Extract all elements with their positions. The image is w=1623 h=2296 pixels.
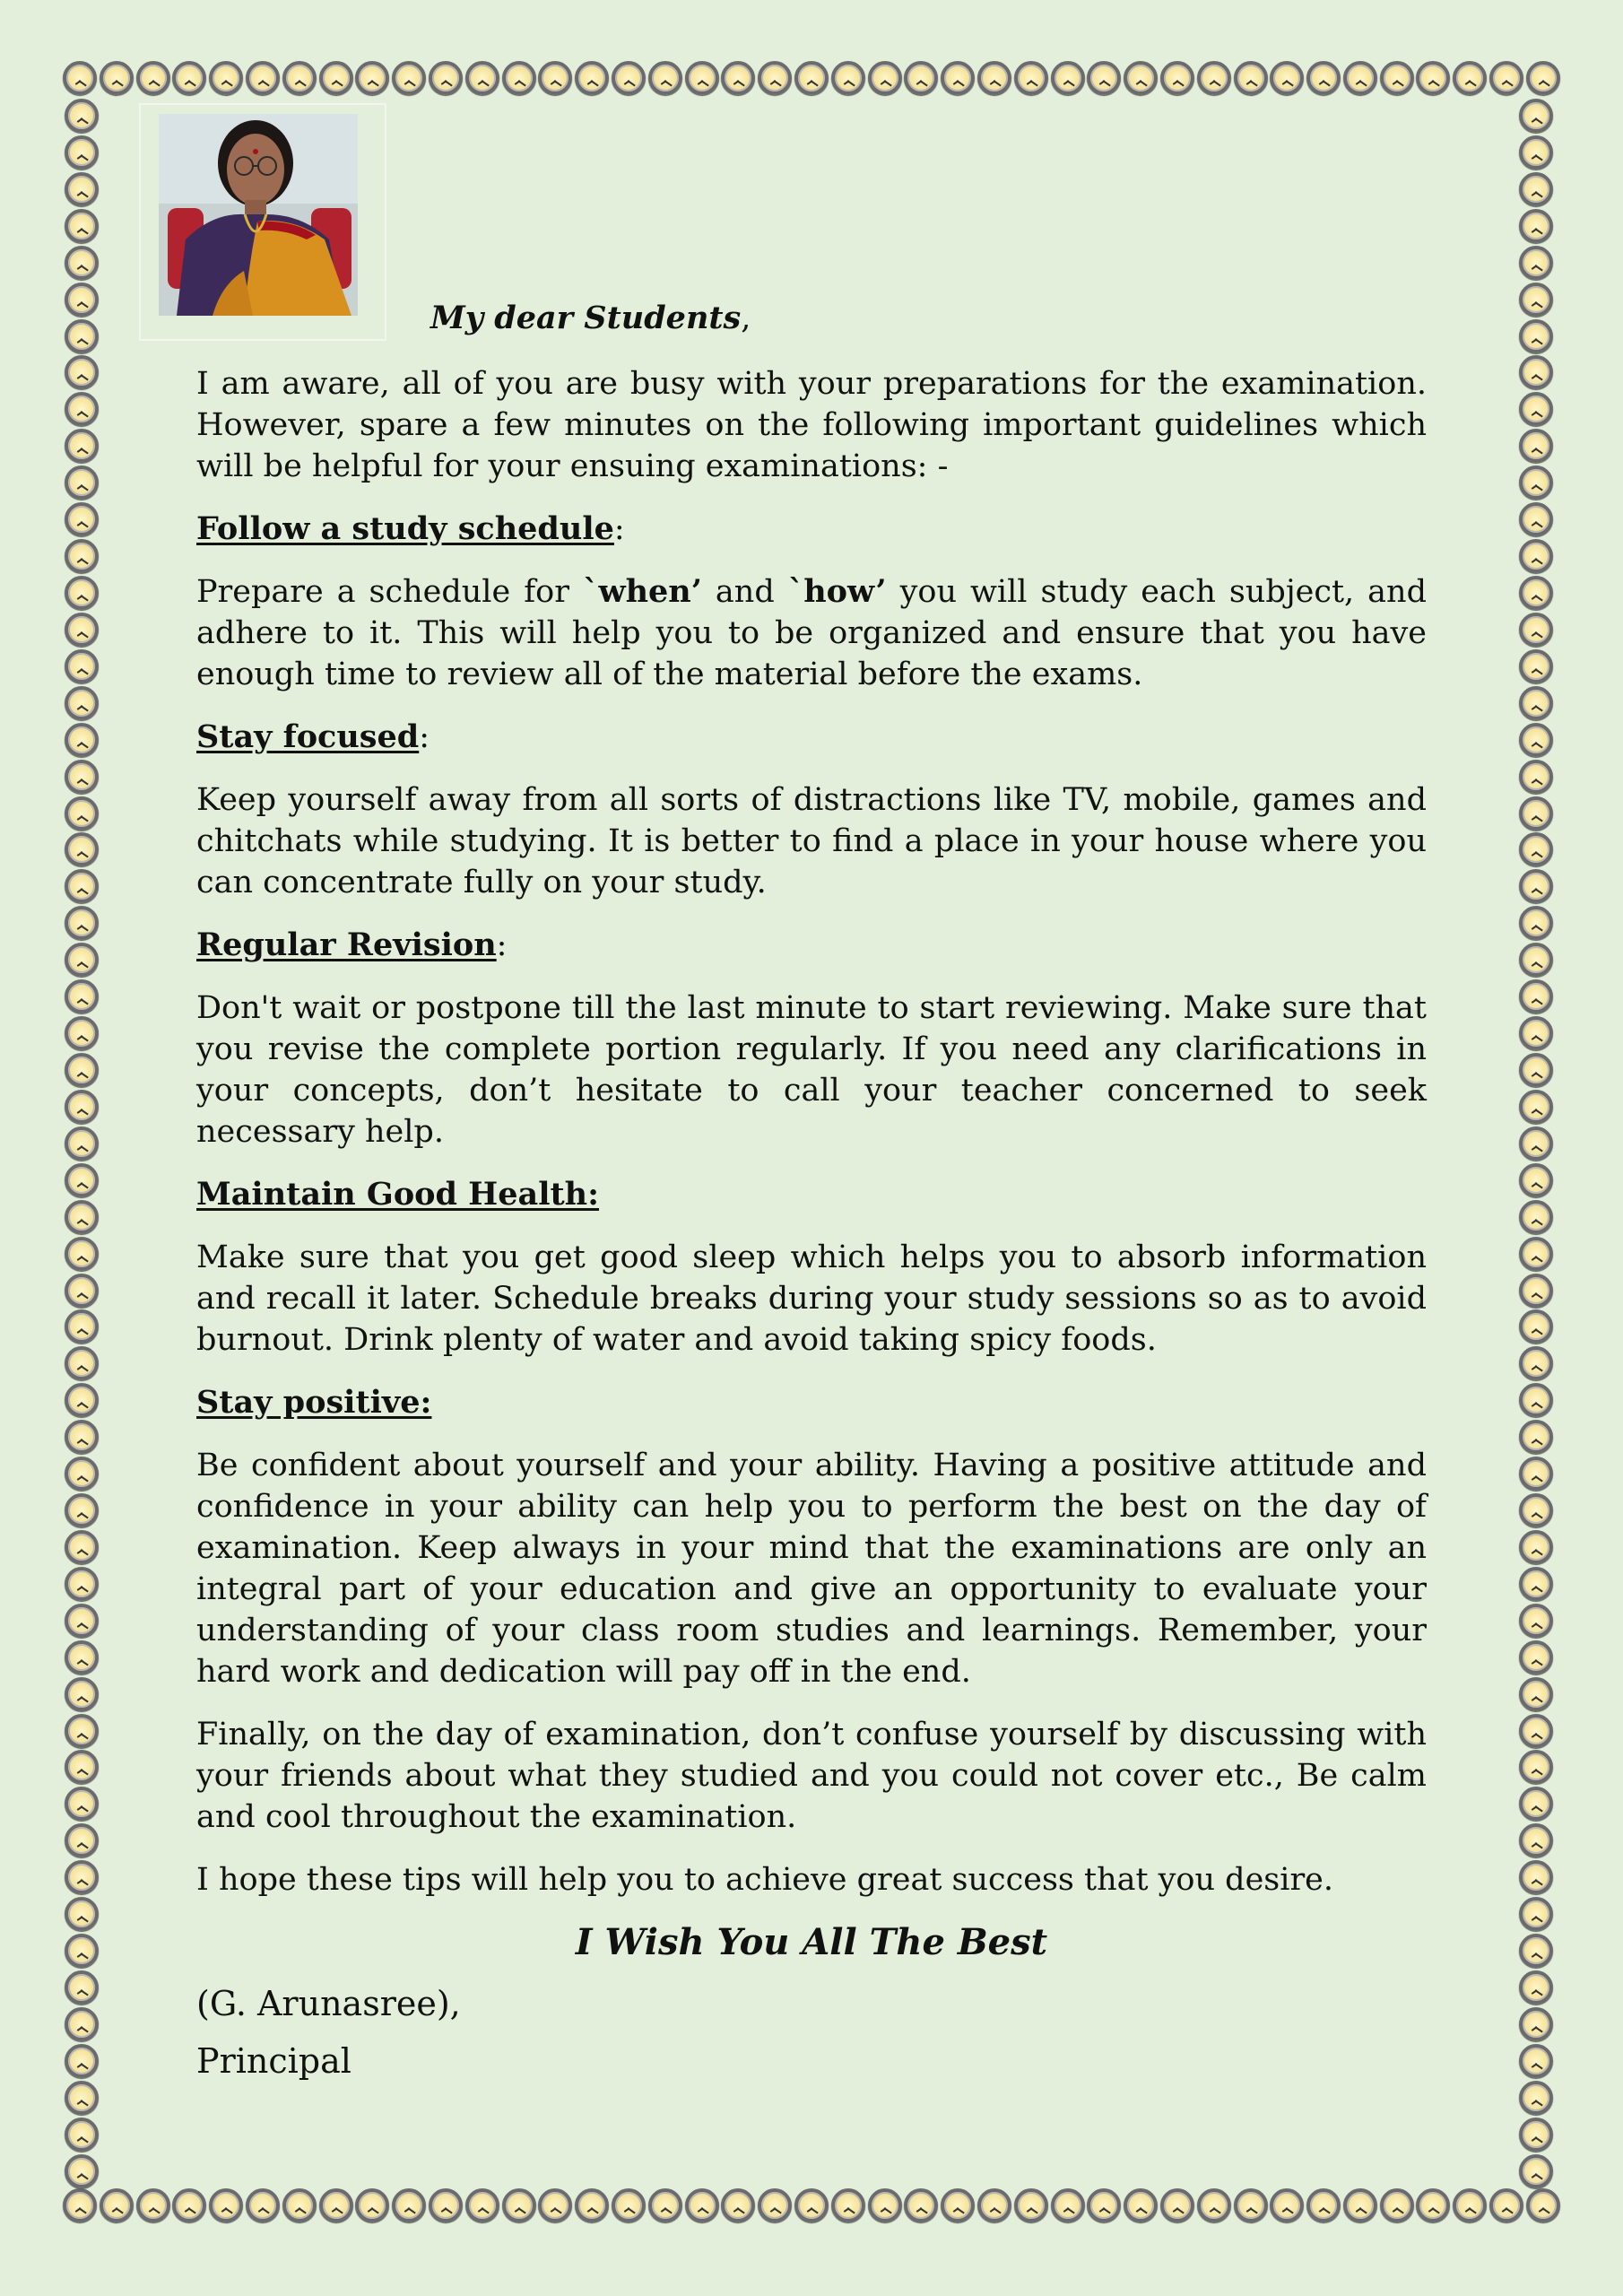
clock-icon (1014, 61, 1048, 95)
clock-icon (65, 723, 99, 757)
clock-icon (65, 2154, 99, 2188)
intro-paragraph: I am aware, all of you are busy with your preparations for the examination. However, spare a few minutes on the following important guidelines which will be helpful for your ensuing examinations: - (196, 366, 1427, 484)
clock-icon (502, 61, 536, 95)
clock-icon (1519, 1530, 1553, 1564)
clock-icon (1519, 1309, 1553, 1344)
clock-icon (794, 2188, 829, 2222)
clock-icon (65, 686, 99, 720)
clock-icon (1234, 61, 1268, 95)
clock-icon (65, 1090, 99, 1124)
clock-icon (65, 1640, 99, 1674)
clock-icon (65, 209, 99, 243)
clock-icon (1343, 61, 1377, 95)
clock-icon (65, 1126, 99, 1161)
clock-icon (136, 2188, 170, 2222)
section-paragraph-study-schedule (196, 571, 1427, 695)
clock-border-left (65, 99, 104, 2188)
clock-icon (1306, 2188, 1341, 2222)
clock-icon (941, 2188, 975, 2222)
clock-icon (1453, 2188, 1487, 2222)
emphasis-how: `how’ (787, 573, 887, 610)
clock-icon (1160, 61, 1194, 95)
section-paragraph-good-health: Make sure that you get good sleep which helps you to absorb information and recall it later. Schedule breaks during your study sessions so as to avoid burnout. Drink plenty of water and avoid taking spicy foods. (196, 1239, 1427, 1358)
clock-icon (1519, 392, 1553, 426)
clock-icon (758, 61, 792, 95)
salutation-comma: , (741, 300, 751, 336)
clock-icon (1526, 2188, 1560, 2222)
clock-icon (1519, 869, 1553, 903)
clock-icon (868, 61, 902, 95)
clock-icon (65, 1530, 99, 1564)
clock-icon (65, 760, 99, 794)
clock-icon (1087, 61, 1121, 95)
clock-icon (1519, 1970, 1553, 2005)
clock-icon (65, 1309, 99, 1344)
clock-icon (246, 61, 280, 95)
clock-icon (1519, 979, 1553, 1013)
clock-icon (65, 1860, 99, 1894)
clock-icon (65, 906, 99, 940)
clock-icon (538, 61, 572, 95)
final-paragraph: Finally, on the day of examination, don’t confuse yourself by discussing with your friends about what they studied and you could not cover etc., Be calm and cool throughout the examination. (196, 1717, 1427, 1835)
clock-icon (538, 2188, 572, 2222)
clock-icon (65, 1897, 99, 1931)
clock-border-top (63, 61, 1560, 100)
clock-icon (1051, 2188, 1085, 2222)
clock-icon (1519, 429, 1553, 463)
clock-icon (65, 1714, 99, 1748)
clock-icon (65, 649, 99, 683)
clock-icon (648, 61, 682, 95)
clock-icon (65, 2007, 99, 2041)
clock-icon (1270, 61, 1304, 95)
clock-icon (1519, 1567, 1553, 1601)
clock-icon (1519, 355, 1553, 389)
clock-icon (1519, 502, 1553, 536)
clock-icon (65, 1787, 99, 1821)
clock-icon (282, 2188, 317, 2222)
clock-icon (1519, 1163, 1553, 1197)
clock-icon (575, 2188, 609, 2222)
clock-icon (1306, 61, 1341, 95)
clock-icon (1519, 1016, 1553, 1050)
clock-icon (65, 1237, 99, 1271)
clock-icon (65, 465, 99, 500)
clock-icon (429, 61, 463, 95)
clock-icon (65, 355, 99, 389)
clock-icon (65, 135, 99, 170)
clock-icon (1519, 1274, 1553, 1308)
section-paragraph-stay-positive: Be confident about yourself and your ability. Having a positive attitude and confidence in your ability can help you to perform the best on the day of examination. Keep always in your mind that the examinations are only an integral part of your education and give an opportunity to evaluate your understanding of your class room studies and learnings. Remember, your hard work and dedication will pay off in the end. (196, 1448, 1427, 1690)
clock-icon (1519, 1383, 1553, 1417)
clock-icon (65, 1970, 99, 2005)
section-heading-study-schedule (196, 509, 1427, 550)
clock-icon (65, 869, 99, 903)
clock-icon (1519, 1640, 1553, 1674)
clock-icon (1380, 2188, 1414, 2222)
clock-icon (65, 796, 99, 831)
clock-icon (1234, 2188, 1268, 2222)
clock-icon (1416, 61, 1450, 95)
clock-icon (65, 283, 99, 317)
clock-icon (1519, 319, 1553, 353)
clock-icon (612, 61, 646, 95)
clock-icon (1519, 1714, 1553, 1748)
clock-icon (1380, 61, 1414, 95)
clock-icon (1519, 1787, 1553, 1821)
clock-icon (758, 2188, 792, 2222)
clock-icon (65, 502, 99, 536)
clock-icon (65, 2118, 99, 2152)
clock-icon (65, 613, 99, 647)
paragraph-text: and (701, 574, 788, 610)
clock-icon (1519, 172, 1553, 206)
signatory-title: Principal (196, 2041, 352, 2081)
signatory-name: (G. Arunasree), (196, 1984, 461, 2023)
clock-icon (1526, 61, 1560, 95)
clock-icon (1519, 246, 1553, 280)
clock-icon (136, 61, 170, 95)
clock-icon (65, 429, 99, 463)
clock-icon (1124, 61, 1158, 95)
clock-icon (65, 319, 99, 353)
clock-icon (685, 2188, 719, 2222)
clock-icon (1519, 1126, 1553, 1161)
section-heading-text: Stay positive: (196, 1384, 432, 1421)
section-heading-suffix: : (419, 719, 430, 755)
clock-icon (1519, 943, 1553, 977)
clock-icon (63, 61, 97, 95)
clock-icon (282, 61, 317, 95)
clock-icon (355, 61, 389, 95)
clock-icon (1519, 2044, 1553, 2078)
clock-icon (1519, 1493, 1553, 1527)
section-heading-good-health (196, 1174, 1427, 1215)
section-heading-text: Follow a study schedule (196, 510, 614, 547)
principal-portrait-illustration (159, 114, 358, 316)
clock-icon (1519, 135, 1553, 170)
letter-body (196, 300, 1427, 2098)
clock-icon (1519, 1604, 1553, 1638)
clock-icon (355, 2188, 389, 2222)
clock-icon (868, 2188, 902, 2222)
clock-icon (1519, 613, 1553, 647)
clock-icon (1519, 649, 1553, 683)
clock-icon (1519, 1090, 1553, 1124)
clock-icon (977, 61, 1011, 95)
clock-icon (575, 61, 609, 95)
principal-photo (159, 114, 358, 316)
clock-icon (65, 1750, 99, 1784)
clock-icon (1519, 1860, 1553, 1894)
section-heading-text: Stay focused (196, 718, 420, 755)
clock-icon (65, 1493, 99, 1527)
clock-icon (721, 2188, 755, 2222)
clock-icon (502, 2188, 536, 2222)
clock-icon (65, 1567, 99, 1601)
clock-icon (1519, 539, 1553, 573)
clock-icon (904, 2188, 938, 2222)
clock-icon (65, 832, 99, 866)
clock-icon (1519, 1200, 1553, 1234)
clock-icon (1519, 2081, 1553, 2115)
clock-icon (63, 2188, 97, 2222)
clock-icon (65, 576, 99, 610)
clock-icon (465, 2188, 499, 2222)
clock-icon (941, 61, 975, 95)
clock-icon (65, 392, 99, 426)
clock-icon (209, 61, 243, 95)
clock-icon (904, 61, 938, 95)
clock-icon (100, 61, 134, 95)
clock-border-right (1519, 99, 1558, 2188)
clock-icon (831, 61, 865, 95)
section-heading-stay-positive (196, 1382, 1427, 1423)
clock-icon (392, 2188, 426, 2222)
clock-icon (685, 61, 719, 95)
clock-icon (648, 2188, 682, 2222)
clock-icon (1519, 1897, 1553, 1931)
clock-icon (65, 1163, 99, 1197)
emphasis-when: `when’ (582, 573, 702, 610)
clock-icon (1124, 2188, 1158, 2222)
clock-icon (1519, 1934, 1553, 1968)
clock-icon (65, 2044, 99, 2078)
clock-icon (319, 61, 353, 95)
clock-icon (1519, 1750, 1553, 1784)
clock-icon (65, 1053, 99, 1087)
section-paragraph-stay-focused: Keep yourself away from all sorts of distractions like TV, mobile, games and chitchats while studying. It is better to find a place in your house where you can concentrate fully on your study. (196, 782, 1427, 900)
clock-icon (392, 61, 426, 95)
clock-icon (1519, 1420, 1553, 1454)
clock-icon (65, 1274, 99, 1308)
clock-icon (172, 2188, 206, 2222)
clock-icon (1087, 2188, 1121, 2222)
clock-icon (1519, 686, 1553, 720)
clock-icon (831, 2188, 865, 2222)
clock-icon (1160, 2188, 1194, 2222)
clock-icon (209, 2188, 243, 2222)
clock-icon (65, 2081, 99, 2115)
clock-icon (1416, 2188, 1450, 2222)
clock-icon (65, 1604, 99, 1638)
clock-icon (65, 943, 99, 977)
clock-icon (1014, 2188, 1048, 2222)
clock-icon (65, 1934, 99, 1968)
clock-icon (721, 61, 755, 95)
clock-icon (65, 99, 99, 133)
clock-icon (1519, 283, 1553, 317)
clock-icon (612, 2188, 646, 2222)
clock-icon (794, 61, 829, 95)
paragraph-text: Prepare a schedule for (196, 574, 583, 610)
clock-icon (1519, 760, 1553, 794)
clock-icon (1519, 906, 1553, 940)
clock-icon (65, 1346, 99, 1380)
clock-icon (1519, 2154, 1553, 2188)
clock-icon (1489, 2188, 1523, 2222)
clock-icon (172, 61, 206, 95)
clock-icon (319, 2188, 353, 2222)
section-heading-suffix: : (613, 511, 625, 547)
section-heading-suffix: : (496, 927, 508, 963)
clock-icon (65, 1420, 99, 1454)
clock-icon (1519, 1053, 1553, 1087)
clock-icon (65, 246, 99, 280)
clock-icon (65, 1823, 99, 1857)
section-heading-regular-revision (196, 925, 1427, 966)
clock-icon (1519, 465, 1553, 500)
clock-icon (1519, 99, 1553, 133)
paragraph-text: you will study each subject, and adhere to it. This will help you to be organized and ensure that you have enough time to review all of the material before the exams. (196, 574, 1427, 692)
clock-icon (1270, 2188, 1304, 2222)
clock-icon (1519, 209, 1553, 243)
clock-icon (65, 1383, 99, 1417)
section-heading-text: Maintain Good Health: (196, 1176, 600, 1213)
closing-wish: I Wish You All The Best (575, 1921, 1048, 1963)
clock-icon (65, 172, 99, 206)
clock-icon (1519, 1457, 1553, 1491)
clock-icon (465, 61, 499, 95)
section-paragraph-regular-revision: Don't wait or postpone till the last minute to start reviewing. Make sure that you revise the complete portion regularly. If you need any clarifications in your concepts, don’t hesitate to call your teacher concerned to seek necessary help. (196, 990, 1427, 1150)
clock-icon (977, 2188, 1011, 2222)
clock-icon (1519, 1823, 1553, 1857)
clock-icon (1519, 723, 1553, 757)
clock-icon (1519, 1237, 1553, 1271)
section-heading-text: Regular Revision (196, 926, 497, 963)
clock-icon (1519, 576, 1553, 610)
hope-paragraph: I hope these tips will help you to achieve great success that you desire. (196, 1862, 1334, 1898)
clock-icon (246, 2188, 280, 2222)
clock-icon (1343, 2188, 1377, 2222)
clock-icon (1453, 61, 1487, 95)
clock-icon (1519, 832, 1553, 866)
clock-icon (65, 979, 99, 1013)
clock-icon (1197, 61, 1231, 95)
clock-border-bottom (63, 2188, 1560, 2228)
section-heading-stay-focused (196, 717, 1427, 758)
clock-icon (65, 1677, 99, 1711)
clock-icon (1519, 1677, 1553, 1711)
clock-icon (65, 539, 99, 573)
clock-icon (1519, 2007, 1553, 2041)
clock-icon (65, 1200, 99, 1234)
clock-icon (1519, 796, 1553, 831)
clock-icon (100, 2188, 134, 2222)
clock-icon (1489, 61, 1523, 95)
clock-icon (1051, 61, 1085, 95)
clock-icon (65, 1016, 99, 1050)
salutation-text: My dear Students (430, 300, 742, 336)
clock-icon (1519, 2118, 1553, 2152)
clock-icon (1519, 1346, 1553, 1380)
clock-icon (65, 1457, 99, 1491)
clock-icon (429, 2188, 463, 2222)
clock-icon (1197, 2188, 1231, 2222)
